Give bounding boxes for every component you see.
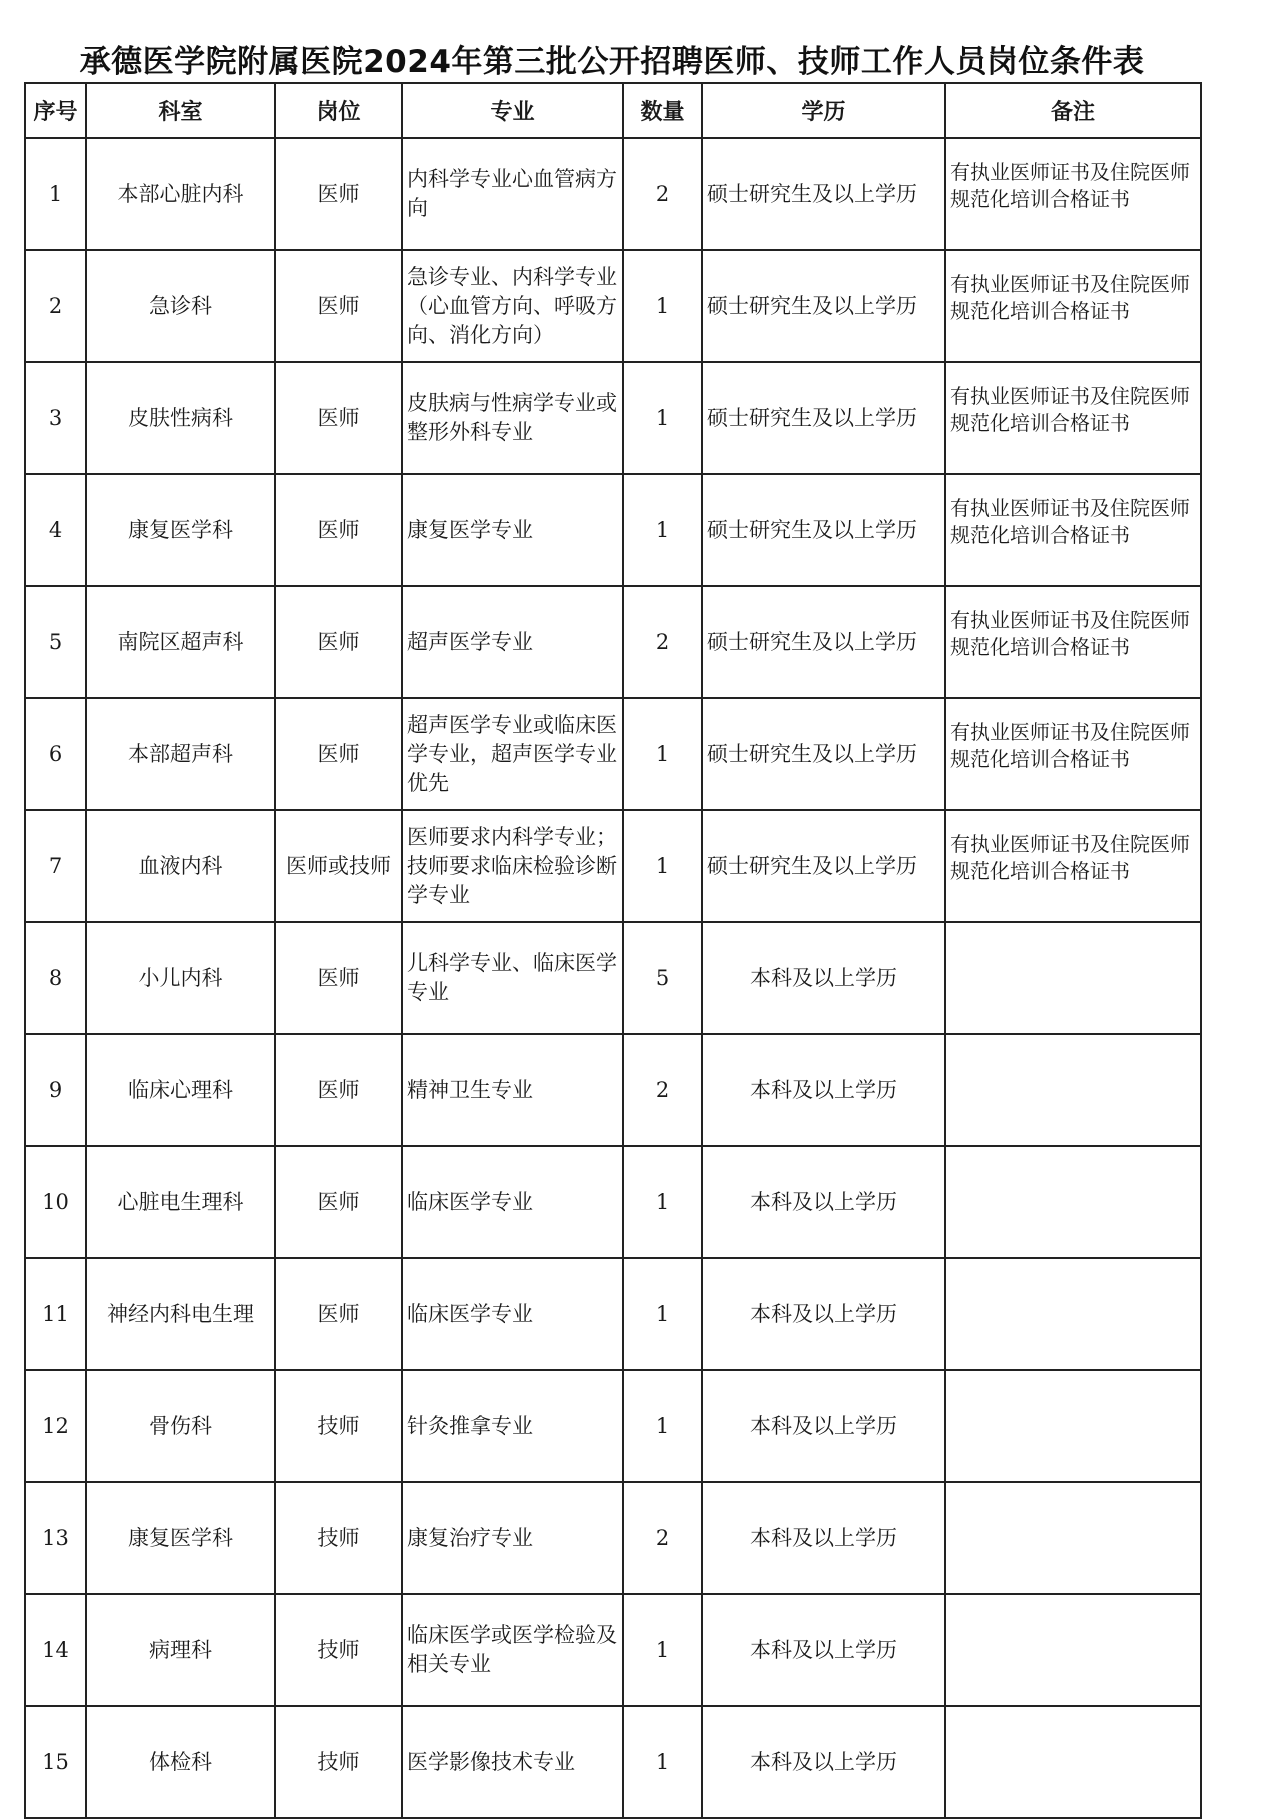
cell-count: 1 [623,1258,702,1370]
cell-major: 内科学专业心血管病方向 [402,138,623,250]
cell-dept: 南院区超声科 [86,586,275,698]
cell-major: 皮肤病与性病学专业或整形外科专业 [402,362,623,474]
cell-major: 儿科学专业、临床医学专业 [402,922,623,1034]
header-row [25,83,1201,138]
cell-major: 临床医学专业 [402,1146,623,1258]
cell-position: 医师 [275,1034,402,1146]
cell-index: 1 [25,138,86,250]
table-row [25,922,1201,1034]
cell-remark [945,1594,1201,1706]
cell-position: 医师 [275,586,402,698]
cell-edu: 硕士研究生及以上学历 [702,586,945,698]
cell-position: 医师 [275,474,402,586]
header-index: 序号 [25,83,86,138]
cell-remark [945,1258,1201,1370]
cell-dept: 本部超声科 [86,698,275,810]
cell-edu: 硕士研究生及以上学历 [702,362,945,474]
cell-count: 1 [623,1146,702,1258]
table-row [25,362,1201,474]
cell-major: 康复医学专业 [402,474,623,586]
positions-table [24,82,1202,1819]
cell-dept: 体检科 [86,1706,275,1818]
cell-dept: 临床心理科 [86,1034,275,1146]
cell-index: 13 [25,1482,86,1594]
table-row [25,586,1201,698]
cell-position: 技师 [275,1594,402,1706]
header-dept: 科室 [86,83,275,138]
cell-index: 6 [25,698,86,810]
cell-position: 技师 [275,1482,402,1594]
cell-index: 2 [25,250,86,362]
cell-dept: 急诊科 [86,250,275,362]
cell-index: 14 [25,1594,86,1706]
cell-index: 3 [25,362,86,474]
cell-edu: 本科及以上学历 [702,1146,945,1258]
cell-position: 技师 [275,1706,402,1818]
table-row [25,810,1201,922]
cell-dept: 血液内科 [86,810,275,922]
cell-count: 1 [623,474,702,586]
table-row [25,1482,1201,1594]
table-row [25,698,1201,810]
cell-index: 11 [25,1258,86,1370]
cell-position: 医师 [275,1258,402,1370]
cell-count: 1 [623,1594,702,1706]
cell-index: 10 [25,1146,86,1258]
cell-index: 12 [25,1370,86,1482]
cell-index: 5 [25,586,86,698]
cell-dept: 皮肤性病科 [86,362,275,474]
cell-dept: 病理科 [86,1594,275,1706]
cell-position: 医师 [275,922,402,1034]
cell-remark: 有执业医师证书及住院医师规范化培训合格证书 [945,138,1201,250]
cell-edu: 硕士研究生及以上学历 [702,250,945,362]
cell-remark [945,1370,1201,1482]
cell-remark: 有执业医师证书及住院医师规范化培训合格证书 [945,362,1201,474]
cell-dept: 骨伤科 [86,1370,275,1482]
cell-index: 9 [25,1034,86,1146]
cell-major: 超声医学专业或临床医学专业，超声医学专业优先 [402,698,623,810]
cell-major: 医师要求内科学专业；技师要求临床检验诊断学专业 [402,810,623,922]
cell-edu: 硕士研究生及以上学历 [702,810,945,922]
cell-edu: 本科及以上学历 [702,1706,945,1818]
cell-edu: 本科及以上学历 [702,1258,945,1370]
table-row [25,1594,1201,1706]
cell-count: 1 [623,1706,702,1818]
header-remark: 备注 [945,83,1201,138]
cell-remark [945,1706,1201,1818]
header-position: 岗位 [275,83,402,138]
cell-major: 医学影像技术专业 [402,1706,623,1818]
cell-count: 5 [623,922,702,1034]
cell-major: 康复治疗专业 [402,1482,623,1594]
table-row [25,1034,1201,1146]
cell-major: 临床医学或医学检验及相关专业 [402,1594,623,1706]
cell-position: 技师 [275,1370,402,1482]
cell-index: 15 [25,1706,86,1818]
table-row [25,1146,1201,1258]
cell-position: 医师或技师 [275,810,402,922]
cell-position: 医师 [275,1146,402,1258]
cell-count: 1 [623,362,702,474]
cell-position: 医师 [275,698,402,810]
cell-dept: 心脏电生理科 [86,1146,275,1258]
cell-edu: 硕士研究生及以上学历 [702,698,945,810]
cell-major: 急诊专业、内科学专业（心血管方向、呼吸方向、消化方向） [402,250,623,362]
cell-edu: 硕士研究生及以上学历 [702,138,945,250]
cell-major: 针灸推拿专业 [402,1370,623,1482]
cell-remark: 有执业医师证书及住院医师规范化培训合格证书 [945,250,1201,362]
cell-edu: 硕士研究生及以上学历 [702,474,945,586]
cell-remark [945,1146,1201,1258]
cell-dept: 本部心脏内科 [86,138,275,250]
cell-index: 8 [25,922,86,1034]
table-row [25,250,1201,362]
cell-remark: 有执业医师证书及住院医师规范化培训合格证书 [945,698,1201,810]
table-row [25,1370,1201,1482]
cell-position: 医师 [275,138,402,250]
table-row [25,1258,1201,1370]
cell-major: 临床医学专业 [402,1258,623,1370]
cell-index: 4 [25,474,86,586]
table-row [25,474,1201,586]
cell-position: 医师 [275,250,402,362]
cell-remark: 有执业医师证书及住院医师规范化培训合格证书 [945,586,1201,698]
cell-count: 1 [623,250,702,362]
table-body [25,138,1201,1818]
cell-count: 2 [623,1034,702,1146]
header-edu: 学历 [702,83,945,138]
cell-major: 超声医学专业 [402,586,623,698]
cell-dept: 康复医学科 [86,474,275,586]
table-row [25,138,1201,250]
cell-index: 7 [25,810,86,922]
cell-edu: 本科及以上学历 [702,922,945,1034]
cell-dept: 神经内科电生理 [86,1258,275,1370]
cell-remark [945,922,1201,1034]
page-title: 承德医学院附属医院2024年第三批公开招聘医师、技师工作人员岗位条件表 [79,44,1145,80]
cell-position: 医师 [275,362,402,474]
cell-count: 2 [623,586,702,698]
cell-remark [945,1034,1201,1146]
cell-count: 1 [623,810,702,922]
header-major: 专业 [402,83,623,138]
cell-dept: 小儿内科 [86,922,275,1034]
cell-dept: 康复医学科 [86,1482,275,1594]
cell-remark: 有执业医师证书及住院医师规范化培训合格证书 [945,810,1201,922]
cell-remark [945,1482,1201,1594]
cell-count: 2 [623,138,702,250]
cell-edu: 本科及以上学历 [702,1034,945,1146]
table-row [25,1706,1201,1818]
header-count: 数量 [623,83,702,138]
cell-count: 1 [623,698,702,810]
cell-count: 2 [623,1482,702,1594]
cell-edu: 本科及以上学历 [702,1594,945,1706]
cell-edu: 本科及以上学历 [702,1482,945,1594]
cell-edu: 本科及以上学历 [702,1370,945,1482]
cell-major: 精神卫生专业 [402,1034,623,1146]
cell-remark: 有执业医师证书及住院医师规范化培训合格证书 [945,474,1201,586]
cell-count: 1 [623,1370,702,1482]
